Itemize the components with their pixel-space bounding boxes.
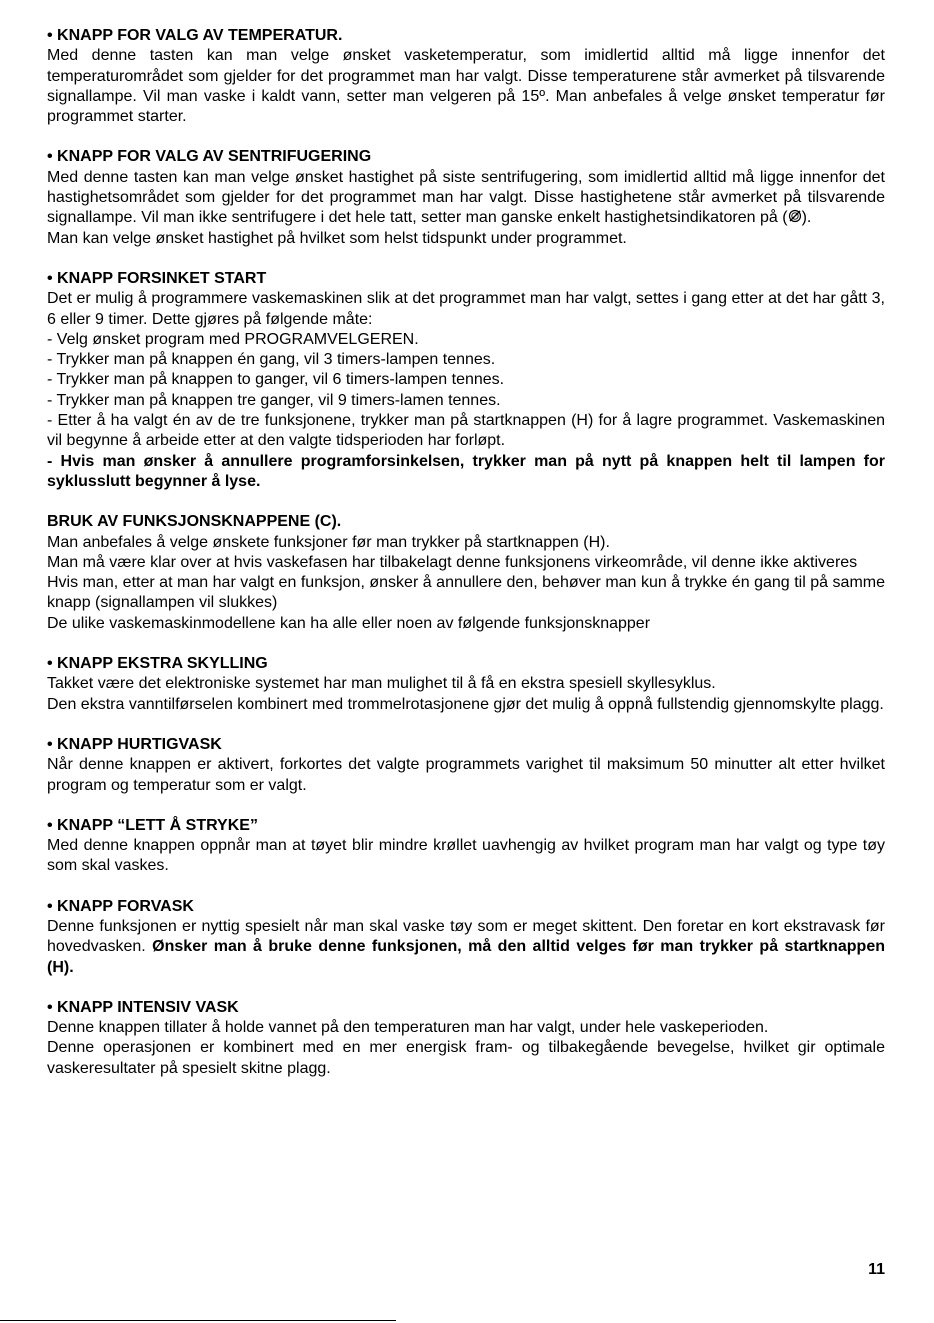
list-item: - Trykker man på knappen tre ganger, vil 9 timers-lamen tennes. — [47, 391, 501, 409]
section-spin — [47, 147, 885, 248]
paragraph-spin-anytime: Man kan velge ønsket hastighet på hvilket som helst tidspunkt under programmet. — [47, 229, 627, 247]
paragraph-temperature: Med denne tasten kan man velge ønsket vasketemperatur, som imidlertid alltid må ligge innenfor det temperaturområdet som gjelder for det programmet man har valgt. Disse temperaturene står avmerket på tilsvarende signallampe. Vil man vaske i kaldt vann, setter man velgeren på 15º. Man anbefales å velge ønsket temperatur før programmet starter. — [47, 47, 885, 126]
heading-delayed-start: • KNAPP FORSINKET START — [47, 269, 267, 287]
paragraph-prewash-bold: Ønsker man å bruke denne funksjonen, må den alltid velges før man trykker på startknappen (H). — [47, 938, 885, 976]
heading-spin: • KNAPP FOR VALG AV SENTRIFUGERING — [47, 148, 372, 166]
heading-quick-wash: • KNAPP HURTIGVASK — [47, 735, 222, 753]
list-item: - Trykker man på knappen to ganger, vil 6 timers-lampen tennes. — [47, 371, 505, 389]
paragraph-spin — [47, 168, 885, 229]
paragraph-function: Hvis man, etter at man har valgt en funksjon, ønsker å annullere den, behøver man kun å trykke én gang til på samme knapp (signallampen vil slukkes) — [47, 574, 885, 612]
section-extra-rinse — [47, 654, 885, 715]
heading-function-buttons: BRUK AV FUNKSJONSKNAPPENE (C). — [47, 513, 342, 531]
paragraph-extra-rinse: Takket være det elektroniske systemet har man mulighet til å få en ekstra spesiell skyllesyklus. — [47, 675, 716, 693]
heading-extra-rinse: • KNAPP EKSTRA SKYLLING — [47, 655, 268, 673]
paragraph-function: De ulike vaskemaskinmodellene kan ha alle eller noen av følgende funksjonsknapper — [47, 614, 651, 632]
page-number: 11 — [868, 1261, 885, 1278]
heading-prewash: • KNAPP FORVASK — [47, 897, 194, 915]
paragraph-quick-wash: Når denne knappen er aktivert, forkortes det valgte programmets varighet til maksimum 50 minutter alt etter hvilket program og temperatur som er valgt. — [47, 756, 885, 794]
list-item: - Velg ønsket program med PROGRAMVELGEREN. — [47, 330, 419, 348]
paragraph-extra-rinse: Den ekstra vanntilførselen kombinert med trommelrotasjonene gjør det mulig å oppnå fullstendig gjennomskylte plagg. — [47, 695, 884, 713]
section-easy-iron — [47, 816, 885, 877]
section-intensive-wash — [47, 998, 885, 1079]
heading-temperature: • KNAPP FOR VALG AV TEMPERATUR. — [47, 27, 343, 44]
section-quick-wash — [47, 735, 885, 796]
warning-cancel-delay: - Hvis man ønsker å annullere programforsinkelsen, trykker man på nytt på knappen helt til lampen for syklusslutt begynner å lyse. — [47, 452, 885, 490]
list-item: - Trykker man på knappen én gang, vil 3 timers-lampen tennes. — [47, 351, 496, 369]
paragraph-spin-text: Med denne tasten kan man velge ønsket hastighet på siste sentrifugering, som imidlertid alltid må ligge innenfor det hastighetsområdet som gjelder for det programmet man har valgt. Disse hastighetene står avmerket på tilsvarende signallampe. Vil man ikke sentrifugere i det hele tatt, setter man ganske enkelt hastighetsindikatoren på ( — [47, 168, 885, 227]
no-spin-icon — [788, 209, 802, 223]
paragraph-prewash-text: Denne funksjonen er nyttig spesielt når man skal vaske tøy som er meget skittent. Den foretar en kort ekstravask før hovedvasken. — [47, 917, 885, 956]
section-prewash — [47, 897, 885, 978]
paragraph-delayed-intro: Det er mulig å programmere vaskemaskinen slik at det programmet man har valgt, settes i gang etter at det har gått 3, 6 eller 9 timer. Dette gjøres på følgende måte: — [47, 290, 885, 328]
paragraph-intensive: Denne knappen tillater å holde vannet på den temperaturen man har valgt, under hele vaskeperioden. — [47, 1019, 769, 1037]
paragraph-function: Man må være klar over at hvis vaskefasen har tilbakelagt denne funksjonens virkeområde, vil denne ikke aktiveres — [47, 553, 858, 571]
section-delayed-start — [47, 269, 885, 492]
manual-page — [47, 26, 885, 1099]
paragraph-intensive: Denne operasjonen er kombinert med en mer energisk fram- og tilbakegående bevegelse, hvilket gir optimale vaskeresultater på spesielt skitne plagg. — [47, 1039, 885, 1077]
paragraph-function: Man anbefales å velge ønskete funksjoner før man trykker på startknappen (H). — [47, 533, 610, 551]
section-temperature — [47, 26, 885, 127]
paragraph-easy-iron: Med denne knappen oppnår man at tøyet blir mindre krøllet uavhengig av hvilket program man har valgt og type tøy som skal vaskes. — [47, 837, 885, 875]
paragraph-spin-close: ). — [801, 209, 812, 227]
paragraph-prewash — [47, 917, 885, 978]
heading-intensive-wash: • KNAPP INTENSIV VASK — [47, 998, 239, 1016]
heading-easy-iron: • KNAPP “LETT Å STRYKE” — [47, 816, 258, 834]
footer-divider — [0, 1320, 396, 1321]
list-item: - Etter å ha valgt én av de tre funksjonene, trykker man på startknappen (H) for å lagre programmet. Vaskemaskinen vil begynne å arbeide etter at den valgte tidsperioden har forløpt. — [47, 412, 885, 450]
section-function-buttons — [47, 512, 885, 634]
